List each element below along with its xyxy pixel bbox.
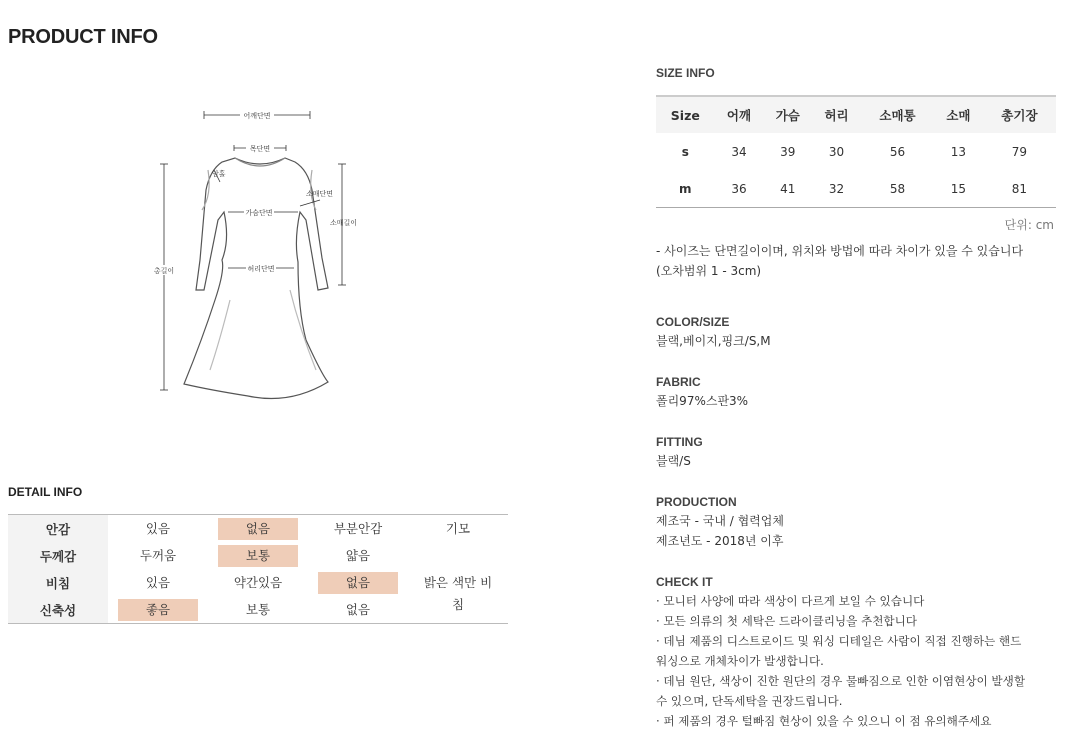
check-it-line: · 모니터 사양에 따라 색상이 다르게 보일 수 있습니다 <box>656 594 925 608</box>
check-it-line: · 데님 원단, 색상이 진한 원단의 경우 물빠짐으로 인한 이염현상이 발생할 <box>656 674 1026 688</box>
detail-option: 있음 <box>145 520 171 536</box>
size-cell: 41 <box>780 181 796 196</box>
detail-option: 부분안감 <box>333 520 383 536</box>
check-it-line: · 퍼 제품의 경우 털빠짐 현상이 있을 수 있으니 이 점 유의해주세요 <box>656 714 992 728</box>
size-cell: 56 <box>889 144 906 159</box>
detail-row-label: 안감 <box>8 515 108 543</box>
size-note-line: (오차범위 1 - 3cm) <box>656 264 762 278</box>
table-row <box>8 542 508 569</box>
detail-option: 밝은 색만 비침 <box>423 574 493 612</box>
size-cell: 58 <box>889 181 906 196</box>
size-note-line: - 사이즈는 단면길이이며, 위치와 방법에 따라 차이가 있을 수 있습니다 <box>656 244 1024 258</box>
detail-option: 없음 <box>345 601 371 617</box>
table-row <box>656 133 1056 170</box>
detail-info-title: DETAIL INFO <box>8 485 83 499</box>
armhole-label: 암홀 <box>212 170 226 178</box>
size-cell: 81 <box>1011 181 1028 196</box>
chest-label: 가슴단면 <box>245 209 273 217</box>
fitting-title: FITTING <box>656 435 703 449</box>
sleeve-width-label: 소매단면 <box>306 190 334 198</box>
size-unit: 단위: cm <box>1004 218 1054 232</box>
check-it-list <box>656 591 1061 731</box>
detail-option <box>408 542 508 569</box>
size-header-cell: 소매통 <box>861 96 934 133</box>
check-it-line: · 모든 의류의 첫 세탁은 드라이클리닝을 추천합니다 <box>656 614 917 628</box>
detail-option-selected: 없음 <box>208 515 308 543</box>
size-cell: s <box>681 144 689 159</box>
neck-label: 목단면 <box>249 145 271 153</box>
fitting-value: 블랙/S <box>656 454 691 468</box>
size-cell: 34 <box>731 144 747 159</box>
detail-row-label: 신축성 <box>8 596 108 624</box>
size-header-cell: Size <box>656 96 715 133</box>
size-table <box>656 95 1056 208</box>
check-it-title: CHECK IT <box>656 575 713 589</box>
size-cell: m <box>679 181 692 196</box>
waist-label: 허리단면 <box>247 265 275 273</box>
detail-option: 기모 <box>445 520 471 536</box>
size-cell: 30 <box>828 144 845 159</box>
size-cell: 15 <box>950 181 967 196</box>
size-info-title: SIZE INFO <box>656 66 715 80</box>
detail-option: 있음 <box>145 574 171 590</box>
size-cell: 36 <box>731 181 747 196</box>
table-row <box>8 515 508 543</box>
detail-option: 약간있음 <box>233 574 283 590</box>
total-length-label: 총길이 <box>153 267 175 275</box>
sleeve-length-label: 소매길이 <box>330 219 358 227</box>
detail-row-label: 두께감 <box>8 542 108 569</box>
size-header-cell: 어깨 <box>715 96 764 133</box>
production-line: 제조년도 - 2018년 이후 <box>656 534 784 548</box>
detail-option: 얇음 <box>345 547 371 563</box>
color-size-title: COLOR/SIZE <box>656 315 730 329</box>
detail-option-selected: 없음 <box>308 569 408 596</box>
size-header-cell: 허리 <box>812 96 861 133</box>
size-header-cell: 총기장 <box>983 96 1056 133</box>
size-header-cell: 소매 <box>934 96 983 133</box>
size-table-header <box>656 96 1056 133</box>
size-note <box>656 241 1061 281</box>
color-size-value: 블랙,베이지,핑크/S,M <box>656 334 771 348</box>
size-cell: 13 <box>950 144 967 159</box>
detail-row-label: 비침 <box>8 569 108 596</box>
check-it-line: 수 있으며, 단독세탁을 권장드립니다. <box>656 694 843 708</box>
table-row <box>656 170 1056 208</box>
dress-measurement-diagram <box>140 100 380 410</box>
size-cell: 32 <box>828 181 845 196</box>
page-title: PRODUCT INFO <box>8 26 158 48</box>
size-header-cell: 가슴 <box>763 96 812 133</box>
shoulder-label: 어깨단면 <box>243 112 271 120</box>
check-it-line: · 데님 제품의 디스트로이드 및 워싱 디테일은 사람이 직접 진행하는 핸드 <box>656 634 1022 648</box>
size-cell: 79 <box>1011 144 1028 159</box>
detail-info-table <box>8 514 508 624</box>
table-row <box>8 569 508 596</box>
production-line: 제조국 - 국내 / 협력업체 <box>656 514 784 528</box>
fabric-value: 폴리97%스판3% <box>656 394 749 408</box>
detail-option-selected: 좋음 <box>108 596 208 624</box>
size-cell: 39 <box>780 144 796 159</box>
detail-option-selected: 보통 <box>208 542 308 569</box>
check-it-line: 워싱으로 개체차이가 발생합니다. <box>656 654 824 668</box>
detail-option: 두꺼움 <box>139 547 177 563</box>
production-info <box>656 511 1061 551</box>
production-title: PRODUCTION <box>656 495 737 509</box>
detail-option: 보통 <box>245 601 271 617</box>
fabric-title: FABRIC <box>656 375 701 389</box>
table-row <box>8 596 508 624</box>
